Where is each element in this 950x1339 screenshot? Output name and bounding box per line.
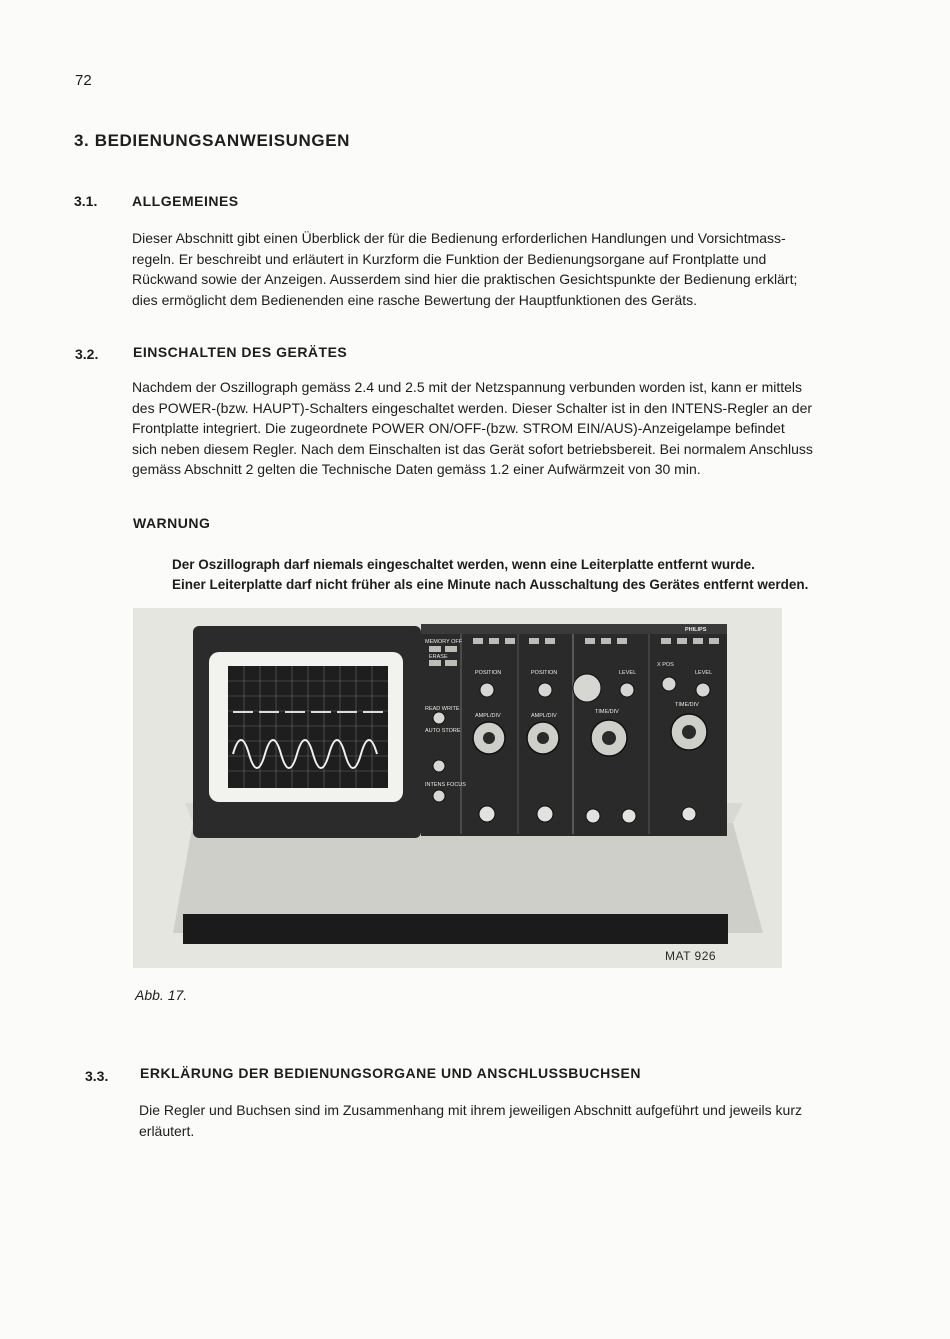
panel-label: ERASE xyxy=(429,654,448,660)
page-number: 72 xyxy=(75,72,92,89)
figure-caption: Abb. 17. xyxy=(135,987,188,1003)
oscilloscope-photo xyxy=(133,608,782,968)
panel-label: AMPL/DIV xyxy=(531,713,557,719)
panel-label: READ WRITE xyxy=(425,706,460,712)
warning-title: WARNUNG xyxy=(133,515,211,531)
section-number: 3.1. xyxy=(74,193,98,209)
paragraph-line: Rückwand sowie der Anzeigen. Ausserdem sind hier die praktischen Gesichtspunkte der Bedienung erklärt; xyxy=(132,271,798,287)
panel-label: POSITION xyxy=(475,670,502,676)
panel-label: LEVEL xyxy=(619,670,637,676)
paragraph-line: erläutert. xyxy=(139,1122,195,1139)
panel-label: AUTO STORE xyxy=(425,728,461,734)
paragraph-line: gemäss Abschnitt 2 gelten die Technische Daten gemäss 1.2 einer Aufwärmzeit von 30 min. xyxy=(132,461,701,477)
panel-label: TIME/DIV xyxy=(675,702,699,708)
panel-label: X POS xyxy=(657,662,674,668)
figure-label: MAT 926 xyxy=(665,949,717,963)
chapter-title: 3. BEDIENUNGSANWEISUNGEN xyxy=(74,131,351,150)
section-paragraph xyxy=(132,377,832,480)
paragraph-line: dies ermöglicht dem Bedienenden eine rasche Bewertung der Hauptfunktionen des Geräts. xyxy=(132,291,698,308)
paragraph-line: sich neben diesem Regler. Nach dem Einschalten ist das Gerät sofort betriebsbereit. Bei normalem Anschluss xyxy=(132,440,813,457)
section-title: ERKLÄRUNG DER BEDIENUNGSORGANE UND ANSCHLUSSBUCHSEN xyxy=(140,1065,642,1081)
panel-label: TIME/DIV xyxy=(595,709,619,715)
section-number: 3.3. xyxy=(85,1068,109,1084)
panel-label: LEVEL xyxy=(695,670,713,676)
panel-label: POSITION xyxy=(531,670,558,676)
section-title: EINSCHALTEN DES GERÄTES xyxy=(133,344,348,360)
paragraph-line: Dieser Abschnitt gibt einen Überblick der für die Bedienung erforderlichen Handlungen und Vorsichtmass- xyxy=(132,230,786,246)
warning-line: Der Oszillograph darf niemals eingeschaltet werden, wenn eine Leiterplatte entfernt wurde. xyxy=(172,557,755,572)
paragraph-line: regeln. Er beschreibt und erläutert in Kurzform die Funktion der Bedienungsorgane auf Frontplatte und xyxy=(132,250,767,267)
paragraph-line: Frontplatte integriert. Die zugeordnete POWER ON/OFF-(bzw. STROM EIN/AUS)-Anzeigelampe befindet xyxy=(132,420,785,436)
paragraph-line: des POWER-(bzw. HAUPT)-Schalters eingeschaltet werden. Dieser Schalter ist in den INTENS-Regler an der xyxy=(132,399,813,416)
warning-text xyxy=(172,555,832,595)
warning-line: Einer Leiterplatte darf nicht früher als eine Minute nach Ausschaltung des Gerätes entfernt werden. xyxy=(172,577,809,592)
section-number: 3.2. xyxy=(75,346,99,362)
panel-label: INTENS FOCUS xyxy=(425,782,466,788)
section-title: ALLGEMEINES xyxy=(132,193,239,209)
brand-label: PHILIPS xyxy=(685,627,707,633)
section-paragraph xyxy=(139,1100,839,1141)
panel-label: MEMORY OFF xyxy=(425,639,463,645)
paragraph-line: Nachdem der Oszillograph gemäss 2.4 und 2.5 mit der Netzspannung verbunden worden ist, kann er mittels xyxy=(132,379,803,395)
panel-label: AMPL/DIV xyxy=(475,713,501,719)
section-paragraph xyxy=(132,228,822,310)
paragraph-line: Die Regler und Buchsen sind im Zusammenhang mit ihrem jeweiligen Abschnitt aufgeführt und jeweils kurz xyxy=(139,1102,802,1118)
